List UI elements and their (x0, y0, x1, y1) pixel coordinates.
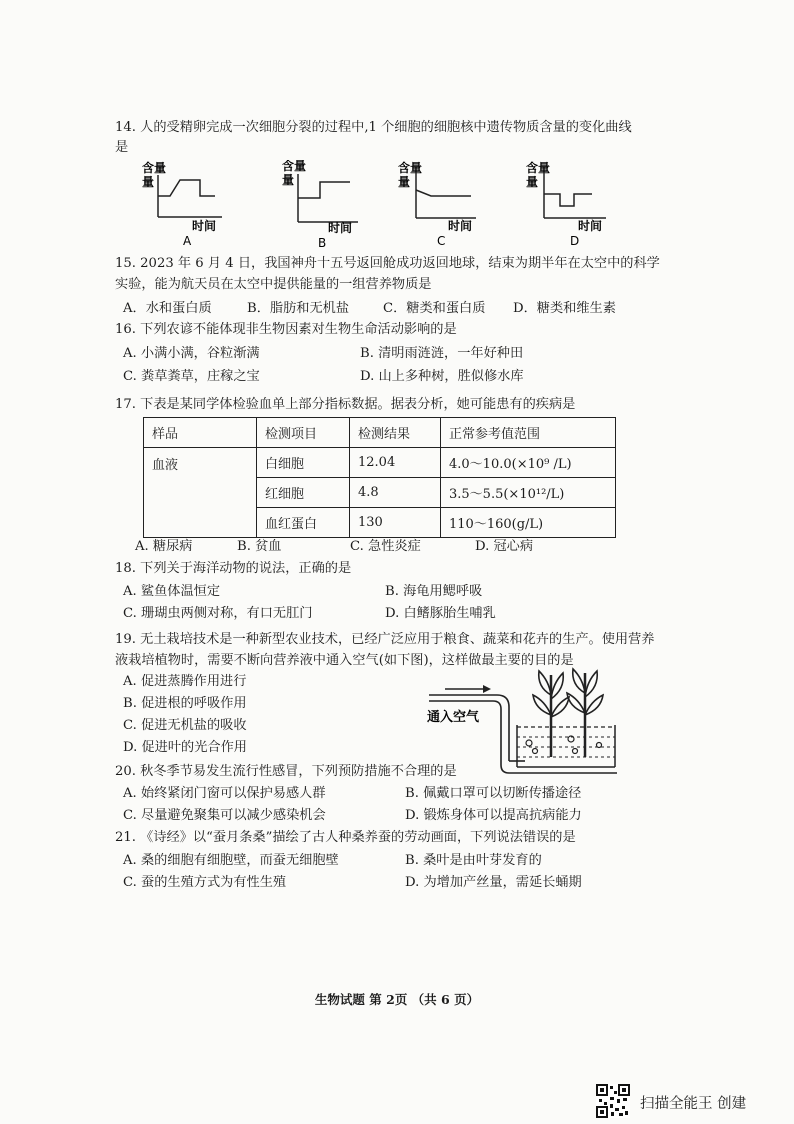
qr-code-icon (596, 1084, 630, 1118)
svg-text:含量: 含量 (526, 161, 551, 175)
q14-stem-line1: 14. 人的受精卵完成一次细胞分裂的过程中,1 个细胞的细胞核中遗传物质含量的变化曲线 (115, 120, 632, 135)
svg-text:时间: 时间 (328, 221, 353, 235)
q18-option-b: B. 海龟用鳃呼吸 (385, 584, 483, 599)
q19-option-d: D. 促进叶的光合作用 (123, 740, 247, 755)
q14-stem-line2: 是 (115, 140, 129, 155)
figure-label: 通入空气 (427, 710, 480, 725)
q21-option-d: D. 为增加产丝量，需延长蛹期 (405, 875, 582, 890)
q20-option-a: A. 始终紧闭门窗可以保护易感人群 (123, 786, 326, 801)
q17-stem: 17. 下表是某同学体检验血单上部分指标数据。据表分析，她可能患有的疾病是 (115, 397, 576, 412)
svg-text:量: 量 (398, 175, 411, 189)
col-header: 正常参考值范围 (441, 418, 616, 448)
col-header: 检测项目 (257, 418, 350, 448)
q15-option-a: A．水和蛋白质 (123, 301, 212, 316)
q19-option-b: B. 促进根的呼吸作用 (123, 696, 247, 711)
y-label-2: 量 (142, 175, 155, 189)
q14-graph-a (140, 160, 240, 254)
svg-text:时间: 时间 (578, 219, 603, 233)
q19-option-c: C. 促进无机盐的吸收 (123, 718, 247, 733)
q16-stem: 16. 下列农谚不能体现非生物因素对生物生命活动影响的是 (115, 322, 457, 337)
q18-option-d: D. 白鳍豚胎生哺乳 (385, 606, 496, 621)
table-cell: 红细胞 (257, 478, 350, 508)
q20-option-b: B. 佩戴口罩可以切断传播途径 (405, 786, 582, 801)
q15-stem-line1: 15. 2023 年 6 月 4 日，我国神舟十五号返回舱成功返回地球，结束为期半年在太空中的科学 (115, 256, 660, 271)
table-cell: 血红蛋白 (257, 508, 350, 538)
svg-text:含量: 含量 (282, 160, 307, 173)
svg-text:时间: 时间 (448, 219, 473, 233)
q14-graph-b (268, 160, 368, 254)
q20-option-c: C. 尽量避免聚集可以减少感染机会 (123, 808, 326, 823)
q14-graph-c (396, 160, 496, 254)
svg-text:D: D (570, 234, 580, 248)
y-label: 含量 (142, 161, 167, 175)
q21-option-b: B. 桑叶是由叶芽发育的 (405, 853, 542, 868)
table-cell: 110～160(g/L) (441, 508, 616, 538)
svg-text:量: 量 (282, 173, 295, 187)
option-letter: A (183, 234, 192, 248)
svg-text:时间: 时间 (192, 219, 217, 233)
table-cell: 4.0～10.0(×10⁹ /L) (441, 448, 616, 478)
q19-stem-line1: 19. 无土栽培技术是一种新型农业技术，已经广泛应用于粮食、蔬菜和花卉的生产。使用营养 (115, 632, 655, 647)
table-header-row (144, 418, 616, 448)
table-cell: 12.04 (350, 448, 441, 478)
q19-option-a: A. 促进蒸腾作用进行 (123, 674, 247, 689)
table-row (144, 448, 616, 478)
q15-option-c: C．糖类和蛋白质 (383, 301, 486, 316)
svg-text:B: B (318, 236, 327, 250)
table-cell: 白细胞 (257, 448, 350, 478)
svg-text:C: C (437, 234, 446, 248)
col-header: 样品 (144, 418, 257, 448)
blood-test-table (143, 417, 616, 538)
col-header: 检测结果 (350, 418, 441, 448)
q14-graph-d (524, 160, 624, 254)
q16-option-d: D. 山上多种树，胜似修水库 (360, 369, 524, 384)
table-cell: 3.5～5.5(×10¹²/L) (441, 478, 616, 508)
q17-option-a: A. 糖尿病 (135, 539, 193, 554)
table-cell: 4.8 (350, 478, 441, 508)
page-footer: 生物试题 第 2页 （共 6 页） (314, 992, 480, 1007)
q20-option-d: D. 锻炼身体可以提高抗病能力 (405, 808, 582, 823)
q21-option-c: C. 蚕的生殖方式为有性生殖 (123, 875, 287, 890)
q21-stem: 21. 《诗经》以“蚕月条桑”描绘了古人种桑养蚕的劳动画面，下列说法错误的是 (115, 830, 576, 845)
q20-stem: 20. 秋冬季节易发生流行性感冒，下列预防措施不合理的是 (115, 764, 457, 779)
scanner-watermark: 扫描全能王 创建 (640, 1096, 747, 1112)
q16-option-b: B. 清明雨涟涟，一年好种田 (360, 346, 524, 361)
q17-option-c: C. 急性炎症 (350, 539, 421, 554)
table-cell: 130 (350, 508, 441, 538)
q15-option-b: B．脂肪和无机盐 (247, 301, 350, 316)
sample-cell: 血液 (144, 448, 257, 538)
q16-option-a: A. 小满小满，谷粒渐满 (123, 346, 260, 361)
q21-option-a: A. 桑的细胞有细胞壁，而蚕无细胞壁 (123, 853, 339, 868)
q18-option-a: A. 鲨鱼体温恒定 (123, 584, 221, 599)
q15-option-d: D．糖类和维生素 (513, 301, 616, 316)
svg-text:量: 量 (526, 175, 539, 189)
q15-stem-line2: 实验，能为航天员在太空中提供能量的一组营养物质是 (115, 277, 432, 292)
q17-option-b: B. 贫血 (237, 539, 282, 554)
q16-option-c: C. 粪草粪草，庄稼之宝 (123, 369, 260, 384)
svg-text:含量: 含量 (398, 161, 423, 175)
q18-stem: 18. 下列关于海洋动物的说法，正确的是 (115, 561, 352, 576)
q19-stem-line2: 液栽培植物时，需要不断向营养液中通入空气(如下图)，这样做最主要的目的是 (115, 653, 574, 668)
q18-option-c: C. 珊瑚虫两侧对称，有口无肛门 (123, 606, 313, 621)
q17-option-d: D. 冠心病 (475, 539, 534, 554)
